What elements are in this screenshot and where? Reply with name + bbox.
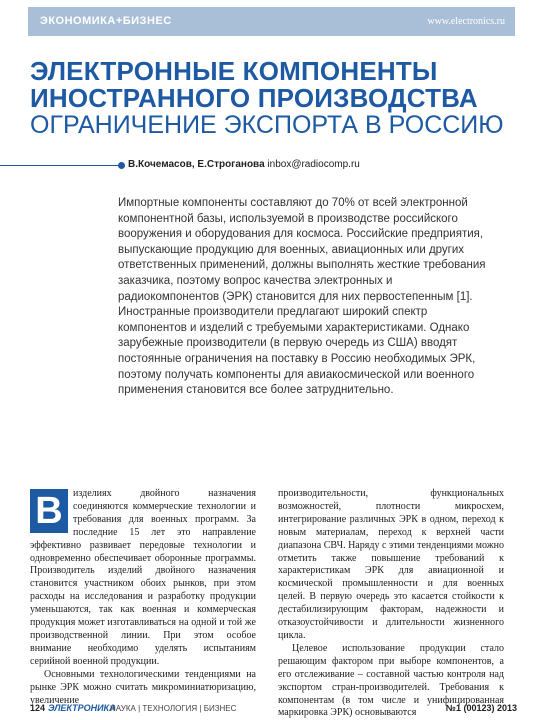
page-number: 124	[30, 703, 46, 713]
body-column-2	[278, 488, 504, 720]
lead-paragraph: Импортные компоненты составляют до 70% от всей электронной компонентной базы, используемой в производстве российского вооружения и оборудования для космоса. Российские предприятия, выпускающие продукцию для военных, авиационных или других ответственных применений, должны выполнять жесткие требования заказчика, поэтому вопрос качества электронных и радиокомпонентов (ЭРК) становится для них первостепенным [1]. Иностранные производители предлагают широкий спектр компонентов и изделий с требуемыми характеристиками. Однако зарубежные производители (в первую очередь из США) вводят постоянные ограничения на поставку в Россию необходимых ЭРК, поэтому получать компоненты для авиакосмической или военного применения становится все более затруднительно.	[118, 197, 486, 397]
author-email: inbox@radiocomp.ru	[267, 159, 360, 170]
magazine-subtitle: НАУКА | ТЕХНОЛОГИЯ | БИЗНЕС	[110, 704, 237, 713]
section-header-bar	[28, 7, 515, 36]
title-line-2: ИНОСТРАННОГО ПРОИЗВОДСТВА	[30, 83, 478, 113]
issue-number: №1 (00123) 2013	[445, 703, 517, 713]
author-names: В.Кочемасов, Е.Строганова	[128, 159, 265, 170]
site-url: www.electronics.ru	[427, 16, 505, 27]
drop-cap: В	[30, 489, 68, 533]
paragraph: производительности, функциональных возможностей, плотности микросхем, интегрирование различных ЭРК в одном, переход к новым материалам, переход к верхней части диапазона СВЧ. Наряду с этими тенденциями можно отметить также повышение требований к характеристикам ЭРК для авиационной и космической промышленности и для военных целей. В первую очередь это касается стойкости к дестабилизирующим факторам, надежности и отказоустойчивости и длительности жизненного цикла.	[278, 488, 504, 641]
article-title	[30, 58, 478, 112]
author-rule	[0, 165, 122, 166]
magazine-name: ЭЛЕКТРОНИКА	[48, 703, 116, 713]
authors	[128, 159, 360, 170]
paragraph: Основными технологическими тенденциями на рынке ЭРК можно считать микроминиатюризацию, увеличение	[30, 668, 256, 706]
title-line-1: ЭЛЕКТРОННЫЕ КОМПОНЕНТЫ	[30, 56, 438, 86]
article-subtitle: ОГРАНИЧЕНИЕ ЭКСПОРТА В РОССИЮ	[30, 111, 504, 139]
body-column-1	[30, 488, 256, 707]
section-label: ЭКОНОМИКА+БИЗНЕС	[40, 15, 172, 27]
page-footer	[30, 703, 517, 717]
paragraph: Целевое использование продукции стало решающим фактором при выборе компонентов, а его отслеживание – составной частью контроля над экспортом стран-производителей. Требования к компонентам (в том числе и унифицированная маркировка ЭРК) основываются	[278, 642, 504, 719]
paragraph: изделиях двойного назначения соединяются коммерческие технологии и требования для военных программ. За последние 15 лет это направление эффективно развивает передовые технологии и одновременно обеспечивает оборонные программы. Производитель изделий двойного назначения становится участником обоих рынков, при этом расходы на исследования и разработку продукции уменьшаются, так как военная и коммерческая продукция может изготавливаться на одной и той же производственной линии. При этом особое внимание необходимо уделять испытаниям серийной военной продукции.	[30, 488, 256, 667]
author-dot	[118, 162, 125, 169]
